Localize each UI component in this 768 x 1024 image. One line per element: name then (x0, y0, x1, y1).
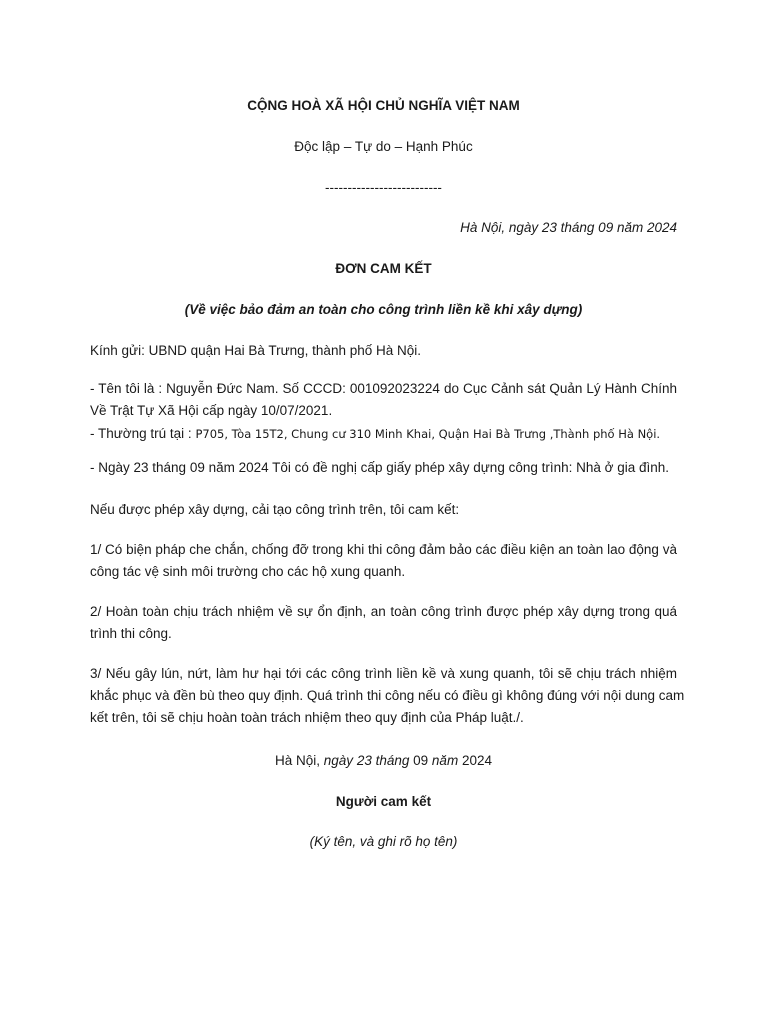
commitment-2 (90, 601, 677, 645)
document-subtitle: (Về việc bảo đảm an toàn cho công trình liền kề khi xây dựng) (184, 302, 583, 317)
signature-instruction: (Ký tên, và ghi rõ họ tên) (309, 834, 458, 849)
commitment-3 (90, 663, 685, 729)
permit-request: - Ngày 23 tháng 09 năm 2024 Tôi có đề nghị cấp giấy phép xây dựng công trình: Nhà ở gia đình. (90, 460, 670, 475)
residence-value: P705, Tòa 15T2, Chung cư 310 Minh Khai, Quận Hai Bà Trưng ,Thành phố Hà Nội. (195, 427, 661, 441)
commitment-1 (90, 539, 677, 583)
date-top: Hà Nội, ngày 23 tháng 09 năm 2024 (460, 220, 677, 235)
identity-line-1: - Tên tôi là : Nguyễn Đức Nam. Số CCCD: 001092023224 do Cục Cảnh sát Quản Lý Hành Chính (90, 381, 677, 396)
commitment-1-line-2: công tác vệ sinh môi trường cho các hộ xung quanh. (90, 564, 406, 579)
identity-paragraph (90, 378, 677, 422)
document-title: ĐƠN CAM KẾT (335, 261, 432, 276)
signature-day: 23 (353, 753, 376, 768)
commitment-2-line-1: 2/ Hoàn toàn chịu trách nhiệm về sự ổn định, an toàn công trình được phép xây dựng trong quá (90, 604, 677, 619)
recipient: Kính gửi: UBND quận Hai Bà Trưng, thành phố Hà Nội. (90, 343, 422, 358)
country-header: CỘNG HOÀ XÃ HỘI CHỦ NGHĨA VIỆT NAM (247, 98, 520, 113)
commitment-3-line-1: 3/ Nếu gây lún, nứt, làm hư hại tới các công trình liền kề và xung quanh, tôi sẽ chịu trách nhiệm (90, 666, 677, 681)
signature-month-word: tháng (375, 753, 410, 768)
motto: Độc lập – Tự do – Hạnh Phúc (294, 139, 473, 154)
signer-label: Người cam kết (335, 794, 432, 809)
commitment-1-line-1: 1/ Có biện pháp che chắn, chống đỡ trong khi thi công đảm bảo các điều kiện an toàn lao động và (90, 542, 677, 557)
header-divider: -------------------------- (325, 180, 442, 195)
residence (90, 426, 677, 441)
signature-place: Hà Nội, (275, 753, 324, 768)
commitment-intro: Nếu được phép xây dựng, cải tạo công trình trên, tôi cam kết: (90, 502, 460, 517)
commitment-3-line-2: khắc phục và đền bù theo quy định. Quá trình thi công nếu có điều gì không đúng với nội dung cam (90, 688, 685, 703)
signature-year-word: năm (431, 753, 459, 768)
commitment-3-line-3: kết trên, tôi sẽ chịu hoàn toàn trách nhiệm theo quy định của Pháp luật./. (90, 710, 524, 725)
identity-line-2: Về Trật Tự Xã Hội cấp ngày 10/07/2021. (90, 403, 333, 418)
residence-label: - Thường trú tại : (90, 426, 196, 441)
signature-date (90, 753, 677, 768)
signature-month: 09 (409, 753, 432, 768)
signature-year: 2024 (458, 753, 492, 768)
signature-day-word: ngày (323, 753, 354, 768)
commitment-2-line-2: trình thi công. (90, 626, 172, 641)
